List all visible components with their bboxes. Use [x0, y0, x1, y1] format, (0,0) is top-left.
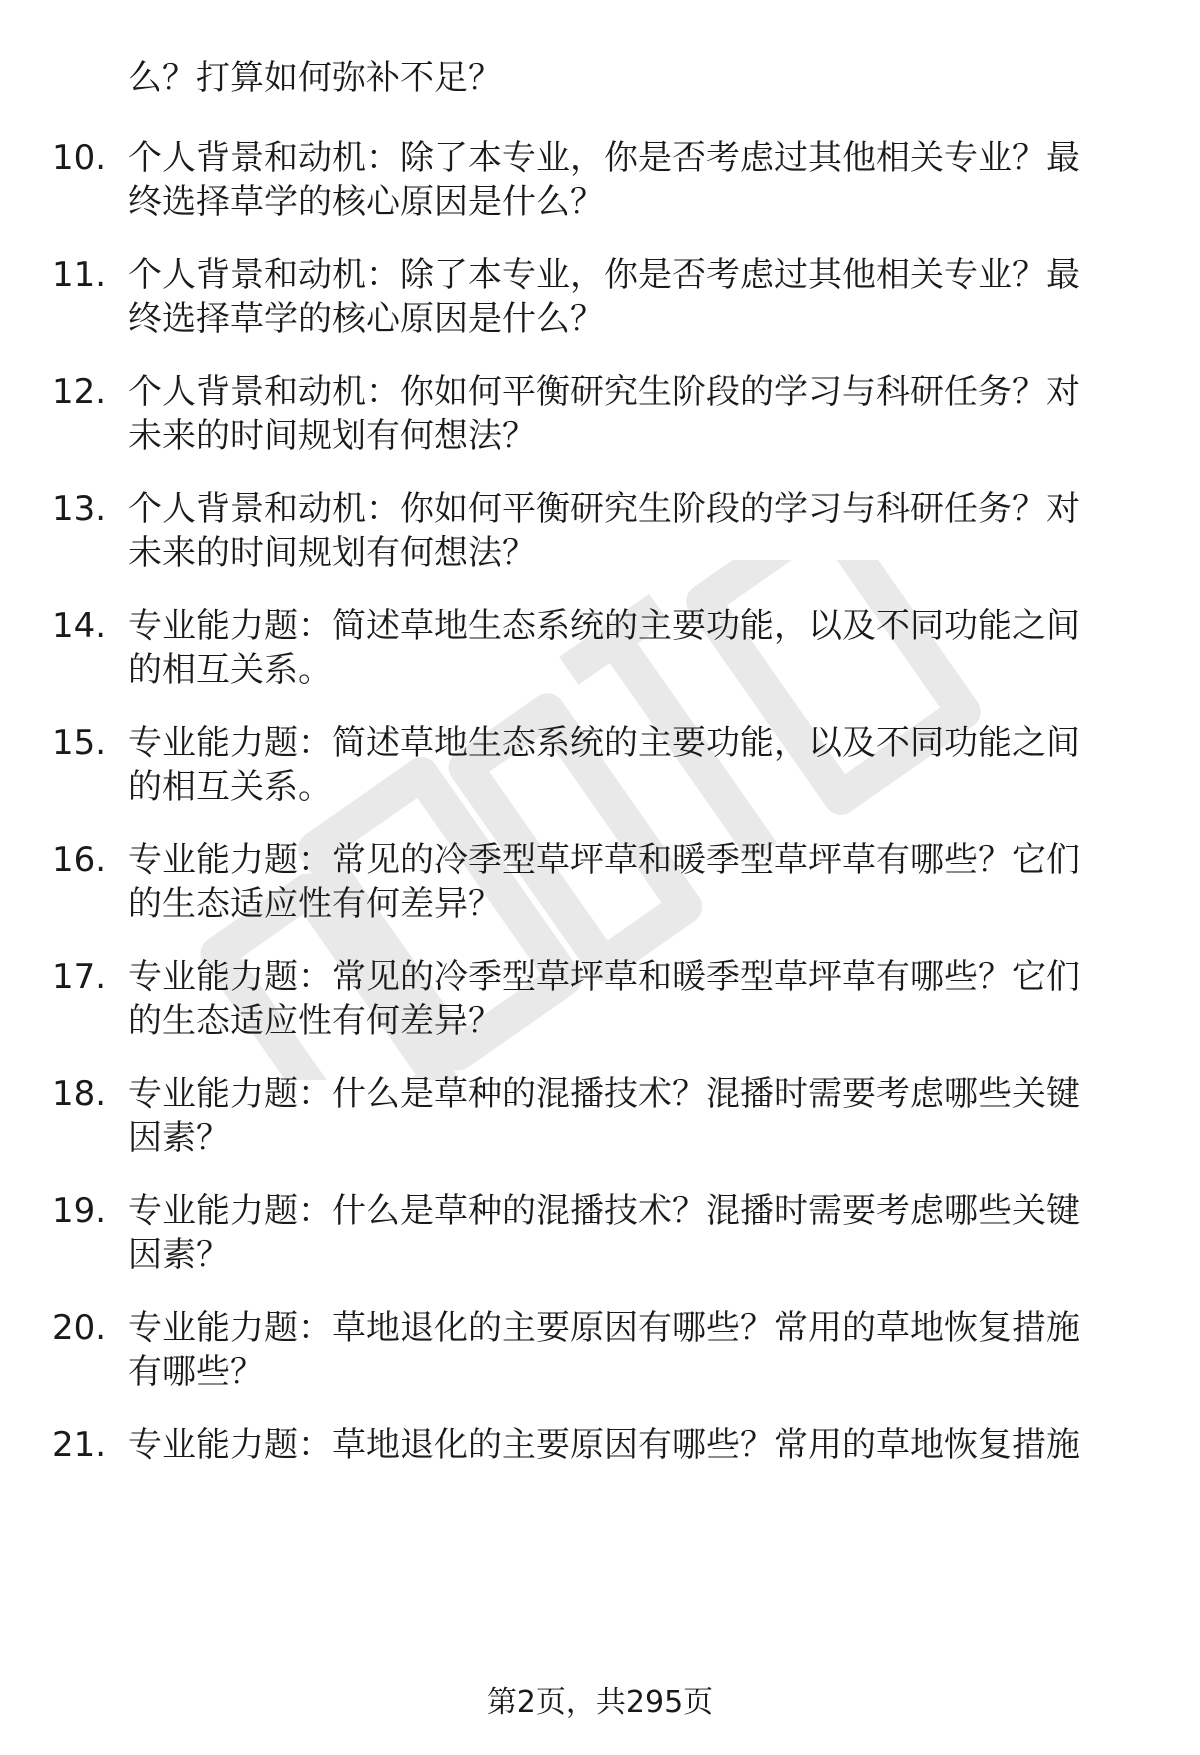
item-number: 17. — [52, 957, 107, 997]
item-text-line1: 专业能力题：常见的冷季型草坪草和暖季型草坪草有哪些？它们 — [128, 840, 1080, 880]
item-text-line1: 专业能力题：常见的冷季型草坪草和暖季型草坪草有哪些？它们 — [128, 957, 1080, 997]
item-text-line1: 专业能力题：简述草地生态系统的主要功能，以及不同功能之间 — [128, 723, 1080, 763]
item-number: 19. — [52, 1191, 107, 1231]
item-text-line1: 个人背景和动机：除了本专业，你是否考虑过其他相关专业？最 — [128, 255, 1080, 295]
item-text-line2: 未来的时间规划有何想法？ — [128, 533, 536, 573]
item-text-line2: 的生态适应性有何差异？ — [128, 884, 502, 924]
item-number: 12. — [52, 372, 107, 412]
item-text-line1: 专业能力题：什么是草种的混播技术？混播时需要考虑哪些关键 — [128, 1191, 1080, 1231]
question-text: 么？打算如何弥补不足？ — [128, 58, 502, 98]
item-number: 18. — [52, 1074, 107, 1114]
item-text-line1: 专业能力题：简述草地生态系统的主要功能，以及不同功能之间 — [128, 606, 1080, 646]
item-number: 16. — [52, 840, 107, 880]
page-footer: 第2页，共295页 — [486, 1685, 714, 1720]
item-text-line1: 个人背景和动机：你如何平衡研究生阶段的学习与科研任务？对 — [128, 489, 1080, 529]
item-text-line1: 专业能力题：草地退化的主要原因有哪些？常用的草地恢复措施 — [128, 1308, 1080, 1348]
item-text-line2: 的相互关系。 — [128, 650, 332, 690]
item-number: 21. — [52, 1425, 107, 1465]
item-text-line2: 终选择草学的核心原因是什么？ — [128, 182, 604, 222]
item-text-line2: 有哪些？ — [128, 1352, 264, 1392]
item-number: 14. — [52, 606, 107, 646]
item-text-line2: 终选择草学的核心原因是什么？ — [128, 299, 604, 339]
item-text-line1: 个人背景和动机：除了本专业，你是否考虑过其他相关专业？最 — [128, 138, 1080, 178]
item-text-line2: 因素？ — [128, 1118, 230, 1158]
item-number: 10. — [52, 138, 107, 178]
item-number: 15. — [52, 723, 107, 763]
item-text-line2: 因素？ — [128, 1235, 230, 1275]
item-text-line2: 的相互关系。 — [128, 767, 332, 807]
item-text-line1: 专业能力题：草地退化的主要原因有哪些？常用的草地恢复措施 — [128, 1425, 1080, 1465]
item-number: 20. — [52, 1308, 107, 1348]
item-number: 13. — [52, 489, 107, 529]
item-text-line2: 的生态适应性有何差异？ — [128, 1001, 502, 1041]
item-text-line1: 专业能力题：什么是草种的混播技术？混播时需要考虑哪些关键 — [128, 1074, 1080, 1114]
item-number: 11. — [52, 255, 107, 295]
item-text-line1: 个人背景和动机：你如何平衡研究生阶段的学习与科研任务？对 — [128, 372, 1080, 412]
item-text-line2: 未来的时间规划有何想法？ — [128, 416, 536, 456]
